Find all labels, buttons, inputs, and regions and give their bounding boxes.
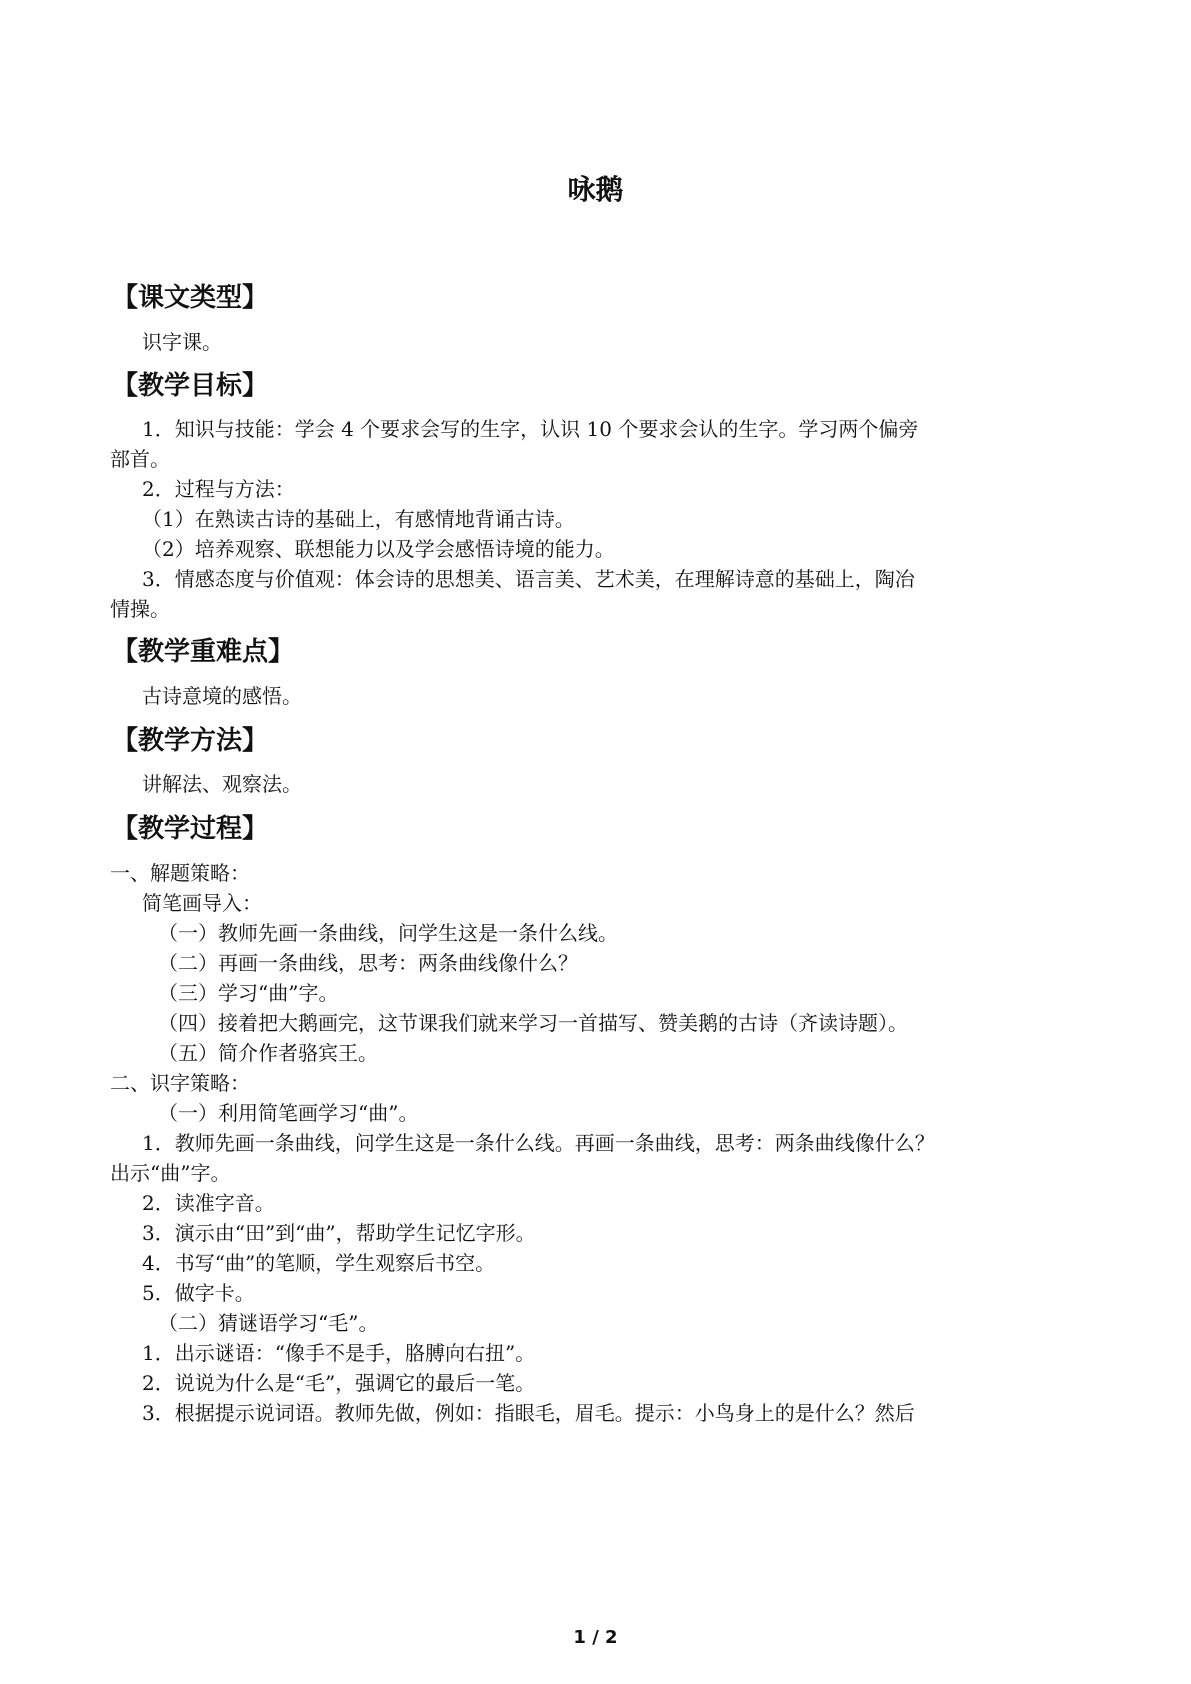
lesson-type-text: 识字课。 <box>142 330 222 354</box>
teaching-methods-text: 讲解法、观察法。 <box>142 772 302 796</box>
list-item: （三）学习“曲”字。 <box>158 981 339 1005</box>
goal-2-sub-1: （1）在熟读古诗的基础上，有感情地背诵古诗。 <box>142 507 575 531</box>
heading-lesson-type: 【课文类型】 <box>112 283 269 313</box>
list-item: 4．书写“曲”的笔顺，学生观察后书空。 <box>142 1251 496 1275</box>
goal-2-sub-2: （2）培养观察、联想能力以及学会感悟诗境的能力。 <box>142 537 615 561</box>
goal-3-line-2: 情操。 <box>110 597 170 621</box>
process-part-1-title: （一）利用简笔画学习“曲”。 <box>158 1101 419 1125</box>
heading-teaching-goals: 【教学目标】 <box>112 371 269 401</box>
process-section-1-intro: 简笔画导入： <box>142 891 262 915</box>
list-item: （四）接着把大鹅画完，这节课我们就来学习一首描写、赞美鹅的古诗（齐读诗题）。 <box>158 1011 908 1035</box>
heading-key-points: 【教学重难点】 <box>112 637 295 667</box>
document-title: 咏鹅 <box>567 173 624 206</box>
process-part-1-line-1b: 出示“曲”字。 <box>110 1161 231 1185</box>
goal-1-line-2: 部首。 <box>110 447 170 471</box>
process-part-1-line-1: 1．教师先画一条曲线，问学生这是一条什么线。再画一条曲线，思考：两条曲线像什么？ <box>142 1131 935 1155</box>
process-section-2-title: 二、识字策略： <box>110 1071 250 1095</box>
goal-3-line-1: 3．情感态度与价值观：体会诗的思想美、语言美、艺术美，在理解诗意的基础上，陶冶 <box>142 567 915 591</box>
list-item: （五）简介作者骆宾王。 <box>158 1041 378 1065</box>
key-points-text: 古诗意境的感悟。 <box>142 684 302 708</box>
list-item: （一）教师先画一条曲线，问学生这是一条什么线。 <box>158 921 618 945</box>
list-item: 1．出示谜语：“像手不是手，胳膊向右扭”。 <box>142 1341 536 1365</box>
list-item: 2．说说为什么是“毛”，强调它的最后一笔。 <box>142 1371 536 1395</box>
process-section-1-title: 一、解题策略： <box>110 861 250 885</box>
goal-2: 2．过程与方法： <box>142 477 295 501</box>
heading-teaching-process: 【教学过程】 <box>112 814 269 844</box>
list-item: 2．读准字音。 <box>142 1191 275 1215</box>
list-item: （二）再画一条曲线，思考：两条曲线像什么？ <box>158 951 578 975</box>
list-item: 3．根据提示说词语。教师先做，例如：指眼毛，眉毛。提示：小鸟身上的是什么？然后 <box>142 1401 915 1425</box>
process-part-2-title: （二）猜谜语学习“毛”。 <box>158 1311 379 1335</box>
heading-teaching-methods: 【教学方法】 <box>112 726 269 756</box>
page-number: 1 / 2 <box>573 1627 618 1648</box>
goal-1-line-1: 1．知识与技能：学会 4 个要求会写的生字，认识 10 个要求会认的生字。学习两个偏旁 <box>142 417 919 441</box>
list-item: 5．做字卡。 <box>142 1281 255 1305</box>
list-item: 3．演示由“田”到“曲”，帮助学生记忆字形。 <box>142 1221 536 1245</box>
